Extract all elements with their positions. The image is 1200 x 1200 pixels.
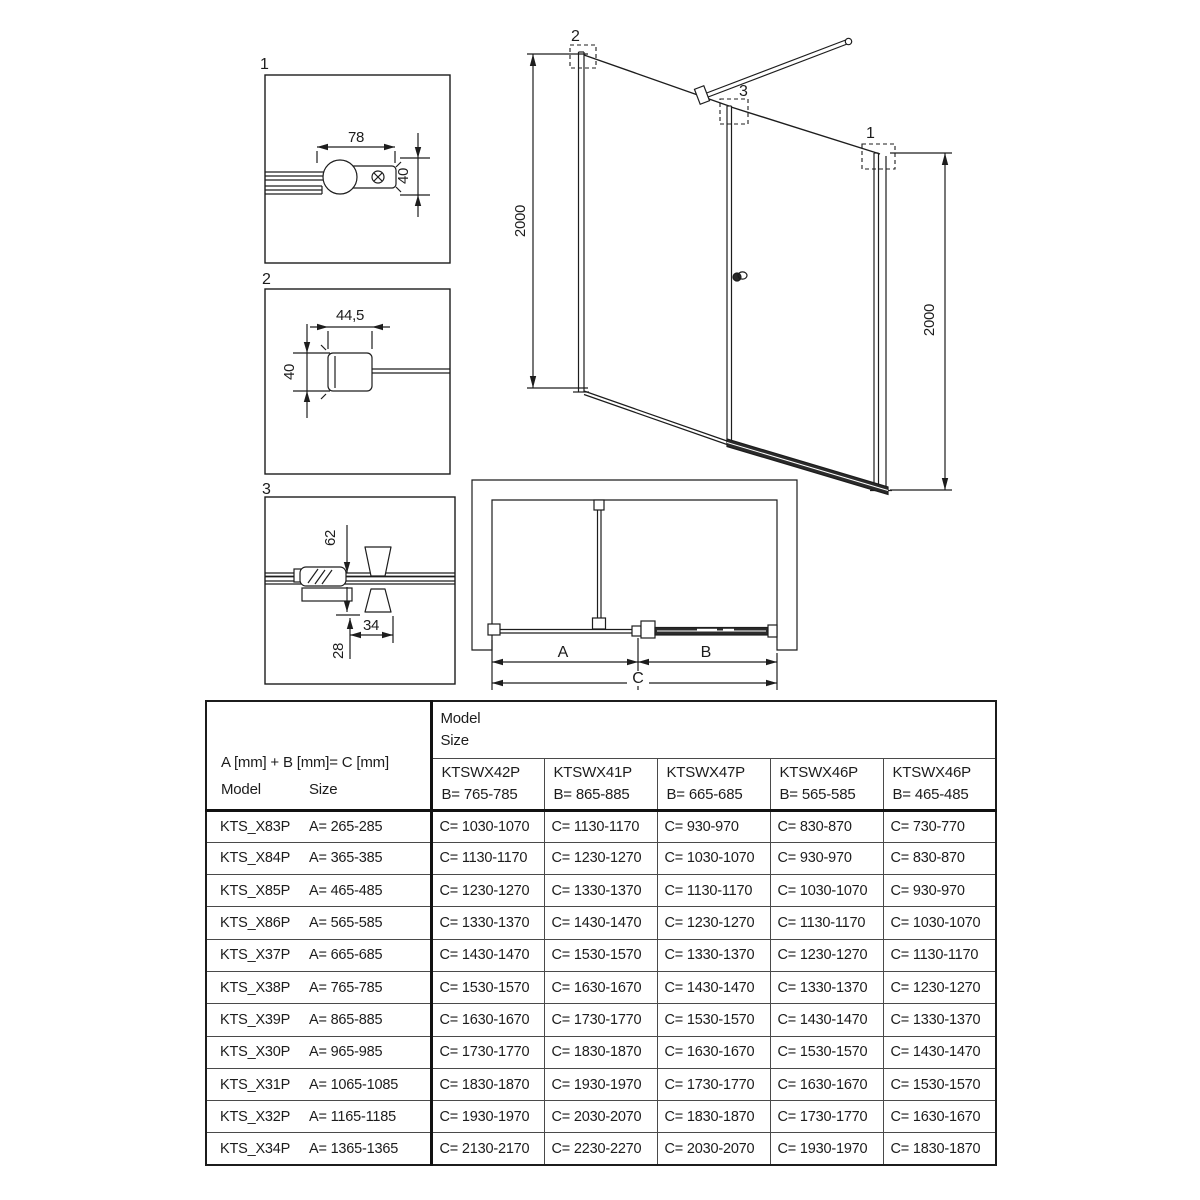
detail-3-offset-dimension: 28 [330, 642, 347, 660]
model-code: KTS_X37P [220, 947, 291, 964]
detail-1-callout-number: 1 [260, 56, 269, 73]
size-c-value: C= 1530-1570 [883, 1068, 996, 1100]
plan-dimension-b: B [700, 644, 712, 661]
size-c-value: C= 1330-1370 [544, 875, 657, 907]
size-c-value: C= 1430-1470 [431, 939, 544, 971]
elevation-callout-3: 3 [739, 83, 748, 100]
size-c-value: C= 1730-1770 [544, 1004, 657, 1036]
detail-3-height-dimension: 62 [322, 529, 339, 547]
size-a-value: A= 565-585 [309, 915, 383, 932]
table-row [206, 1068, 996, 1100]
size-c-value: C= 1830-1870 [431, 1068, 544, 1100]
model-size-cell [206, 1004, 431, 1036]
table-row [206, 810, 996, 842]
size-c-value: C= 1130-1170 [657, 875, 770, 907]
size-c-value: C= 1530-1570 [657, 1004, 770, 1036]
size-c-value: C= 1130-1170 [431, 842, 544, 874]
table-row [206, 907, 996, 939]
plan-dimension-a: A [557, 644, 569, 661]
size-c-value: C= 1130-1170 [883, 939, 996, 971]
size-a-value: A= 965-985 [309, 1044, 383, 1061]
size-table [205, 700, 995, 1166]
size-c-value: C= 1530-1570 [544, 939, 657, 971]
table-group-header-row [206, 701, 996, 758]
size-c-value: C= 930-970 [770, 842, 883, 874]
column-header-ktswx46p-2: KTSWX46P B= 465-485 [883, 758, 996, 810]
model-code: KTS_X39P [220, 1011, 291, 1028]
elevation-callout-1: 1 [866, 125, 875, 142]
size-c-value: C= 830-870 [770, 810, 883, 842]
size-c-value: C= 1030-1070 [431, 810, 544, 842]
size-c-value: C= 1630-1670 [431, 1004, 544, 1036]
size-c-value: C= 1330-1370 [770, 971, 883, 1003]
size-c-value: C= 1830-1870 [657, 1101, 770, 1133]
model-size-cell [206, 1101, 431, 1133]
size-c-value: C= 1830-1870 [883, 1133, 996, 1165]
size-c-value: C= 1530-1570 [770, 1036, 883, 1068]
size-c-value: C= 1630-1670 [770, 1068, 883, 1100]
size-c-value: C= 1330-1370 [431, 907, 544, 939]
table-row [206, 875, 996, 907]
model-size-cell [206, 1133, 431, 1165]
size-c-value: C= 1130-1170 [770, 907, 883, 939]
detail-2-width-dimension: 44,5 [336, 307, 364, 324]
group-header-line1: Model [440, 710, 481, 728]
size-a-value: A= 465-485 [309, 882, 383, 899]
detail-drawing-2 [238, 272, 460, 485]
size-c-value: C= 1230-1270 [657, 907, 770, 939]
formula-label: A [mm] + B [mm]= C [mm] [221, 754, 389, 772]
model-size-cell [206, 1036, 431, 1068]
size-a-value: A= 765-785 [309, 979, 383, 996]
model-code: KTS_X86P [220, 915, 291, 932]
detail-1-geometry [265, 75, 450, 263]
model-code: KTS_X34P [220, 1140, 291, 1157]
size-c-value: C= 830-870 [883, 842, 996, 874]
size-c-value: C= 1930-1970 [431, 1101, 544, 1133]
table-row [206, 842, 996, 874]
table-row [206, 939, 996, 971]
size-a-value: A= 1365-1365 [309, 1140, 399, 1157]
detail-drawing-3 [238, 483, 470, 698]
size-a-value: A= 665-685 [309, 947, 383, 964]
size-table-grid [205, 700, 997, 1166]
size-c-value: C= 1030-1070 [657, 842, 770, 874]
model-code: KTS_X38P [220, 979, 291, 996]
elevation-drawing [500, 25, 970, 505]
group-header-line2: Size [440, 731, 469, 749]
detail-3-geometry [265, 497, 455, 684]
model-code: KTS_X83P [220, 818, 291, 835]
size-a-value: A= 865-885 [309, 1011, 383, 1028]
detail-drawing-1 [238, 45, 460, 275]
size-c-value: C= 1330-1370 [883, 1004, 996, 1036]
table-row [206, 971, 996, 1003]
model-size-cell [206, 939, 431, 971]
size-c-value: C= 1630-1670 [657, 1036, 770, 1068]
size-c-value: C= 930-970 [883, 875, 996, 907]
size-c-value: C= 1430-1470 [770, 1004, 883, 1036]
detail-3-callout-number: 3 [262, 483, 271, 498]
detail-1-width-dimension: 78 [347, 129, 365, 146]
model-code: KTS_X30P [220, 1044, 291, 1061]
size-c-value: C= 1430-1470 [657, 971, 770, 1003]
elevation-left-height-dimension: 2000 [512, 204, 529, 238]
detail-3-width-dimension: 34 [362, 617, 380, 634]
model-size-cell [206, 842, 431, 874]
size-c-value: C= 1630-1670 [883, 1101, 996, 1133]
corner-subheader [221, 781, 337, 798]
model-code: KTS_X31P [220, 1076, 291, 1093]
size-column-label: Size [309, 780, 338, 798]
size-c-value: C= 1830-1870 [544, 1036, 657, 1068]
plan-drawing [460, 470, 820, 705]
model-size-cell [206, 1068, 431, 1100]
model-size-cell [206, 810, 431, 842]
elevation-right-height-dimension: 2000 [921, 303, 938, 337]
size-c-value: C= 1230-1270 [770, 939, 883, 971]
size-a-value: A= 1165-1185 [309, 1108, 396, 1125]
size-c-value: C= 1730-1770 [657, 1068, 770, 1100]
size-a-value: A= 1065-1085 [309, 1076, 399, 1093]
plan-dimension-c: C [632, 670, 644, 687]
model-size-cell [206, 875, 431, 907]
size-c-value: C= 1630-1670 [544, 971, 657, 1003]
model-code: KTS_X85P [220, 882, 291, 899]
size-c-value: C= 1430-1470 [883, 1036, 996, 1068]
size-c-value: C= 1530-1570 [431, 971, 544, 1003]
table-corner-cell [206, 701, 431, 810]
model-size-cell [206, 971, 431, 1003]
size-c-value: C= 930-970 [657, 810, 770, 842]
model-code: KTS_X84P [220, 850, 291, 867]
model-size-group-header [431, 701, 996, 758]
size-c-value: C= 1030-1070 [770, 875, 883, 907]
size-c-value: C= 1930-1970 [770, 1133, 883, 1165]
size-c-value: C= 1930-1970 [544, 1068, 657, 1100]
table-row [206, 1036, 996, 1068]
size-c-value: C= 1730-1770 [770, 1101, 883, 1133]
size-c-value: C= 1230-1270 [431, 875, 544, 907]
detail-2-height-dimension: 40 [281, 363, 298, 381]
size-table-body [206, 810, 996, 1165]
detail-2-callout-number: 2 [262, 272, 271, 288]
size-c-value: C= 1230-1270 [544, 842, 657, 874]
column-header-ktswx47p: KTSWX47P B= 665-685 [657, 758, 770, 810]
size-a-value: A= 365-385 [309, 850, 383, 867]
detail-1-height-dimension: 40 [395, 167, 412, 185]
model-size-cell [206, 907, 431, 939]
size-c-value: C= 1330-1370 [657, 939, 770, 971]
model-code: KTS_X32P [220, 1108, 291, 1125]
table-row [206, 1101, 996, 1133]
size-c-value: C= 1730-1770 [431, 1036, 544, 1068]
size-c-value: C= 2030-2070 [544, 1101, 657, 1133]
size-c-value: C= 2130-2170 [431, 1133, 544, 1165]
plan-geometry [472, 480, 797, 690]
size-c-value: C= 730-770 [883, 810, 996, 842]
size-a-value: A= 265-285 [309, 818, 383, 835]
size-c-value: C= 1130-1170 [544, 810, 657, 842]
size-c-value: C= 2230-2270 [544, 1133, 657, 1165]
table-row [206, 1004, 996, 1036]
size-c-value: C= 2030-2070 [657, 1133, 770, 1165]
size-c-value: C= 1030-1070 [883, 907, 996, 939]
elevation-callout-2: 2 [571, 28, 580, 45]
elevation-geometry [527, 38, 952, 494]
size-c-value: C= 1430-1470 [544, 907, 657, 939]
column-header-ktswx46p: KTSWX46P B= 565-585 [770, 758, 883, 810]
column-header-ktswx42p: KTSWX42P B= 765-785 [431, 758, 544, 810]
model-column-label: Model [221, 780, 261, 798]
table-row [206, 1133, 996, 1165]
size-c-value: C= 1230-1270 [883, 971, 996, 1003]
column-header-ktswx41p: KTSWX41P B= 865-885 [544, 758, 657, 810]
